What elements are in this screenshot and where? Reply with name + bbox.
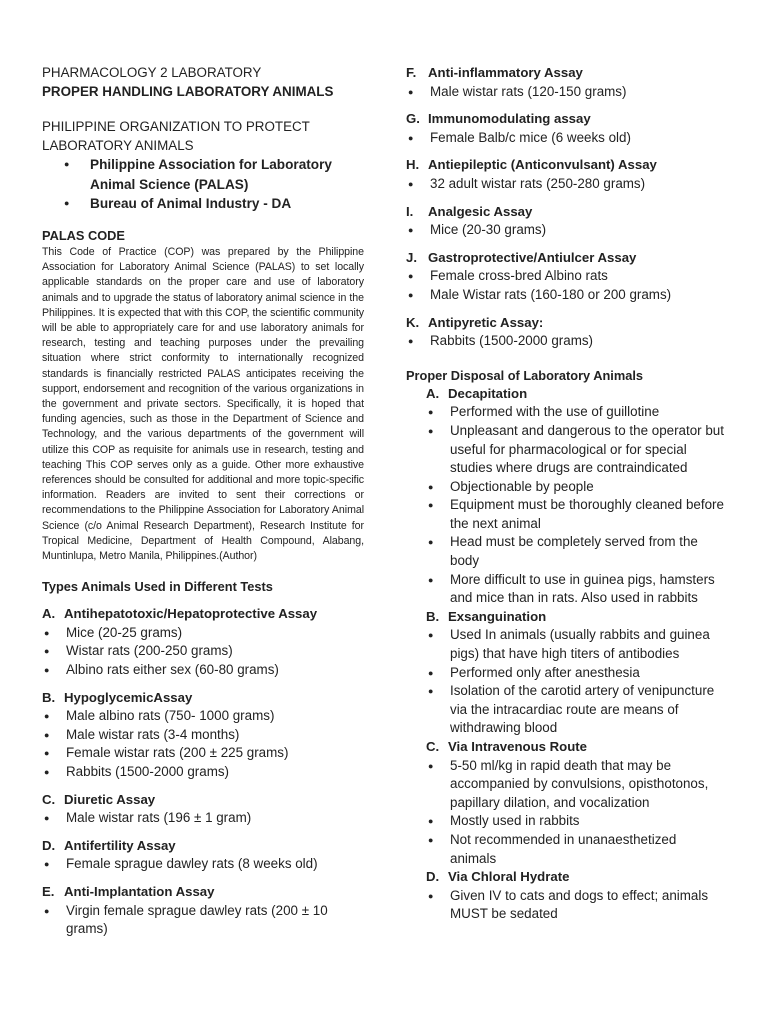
- left-assay-list: [42, 605, 364, 939]
- bullet-text: Wistar rats (200-250 grams): [66, 643, 233, 659]
- method-items: [406, 887, 724, 924]
- bullet-icon: ●: [44, 646, 50, 657]
- bullet-icon: ●: [408, 271, 414, 282]
- bullet-text: Bureau of Animal Industry - DA: [90, 195, 292, 211]
- assay-title: Antipyretic Assay:: [428, 314, 544, 330]
- method-letter: B.: [426, 608, 440, 624]
- bullet-item: [426, 571, 724, 608]
- left-column: [42, 64, 364, 948]
- bullet-icon: ●: [408, 336, 414, 347]
- bullet-text: More difficult to use in guinea pigs, hamsters and mice than in rats. Also used in rabbits: [450, 571, 715, 606]
- bullet-item: [406, 83, 724, 102]
- bullet-text: Unpleasant and dangerous to the operator but useful for pharmacological or for special studies where drugs are contraindicated: [450, 422, 724, 476]
- assay-letter: E.: [42, 883, 55, 899]
- bullet-item: [426, 664, 724, 683]
- assay-letter: H.: [406, 157, 420, 173]
- bullet-item: [406, 129, 724, 148]
- assay-heading: [42, 791, 364, 810]
- assay-block: [406, 249, 724, 305]
- assay-title: Diuretic Assay: [64, 791, 156, 807]
- assay-letter: A.: [42, 606, 56, 622]
- bullet-icon: ●: [428, 890, 434, 901]
- bullet-icon: ●: [44, 905, 50, 916]
- assay-heading: [42, 837, 364, 856]
- bullet-icon: ●: [428, 574, 434, 585]
- palas-paragraph: This Code of Practice (COP) was prepared by the Philippine Association for Laboratory Animal Science (PALAS) to set locally applicable standards on the proper care and use of laboratory animals and to upgrade the status of laboratory animal science in the Philippines. It is expected that with this COP, the scientific community will be able to appropriately care for and use laboratory animals for research, testing and teaching purposes under the prevailing situation where strict conformity to internationally recognized standards is financially restricted PALAS anticipates receiving the support, endorsement and recognition of the various organizations in the government and private sectors. Specifically, it is hoped that funding agencies, such as those in the Department of Science and Technology, and the various departments of the government will utilize this COP as requisite for animals use in research, testing and teaching This COP serves only as a guide. Other more exhaustive references should be consulted for additional and more topic-specific information. Readers are invited to sent their corrections or recommendations to the Philippine Association for Laboratory Animal Science (c/o Animal Research Department), Research Institute for Tropical Medicine, Department of Health Compound, Alabang, Muntinlupa, Metro Manila, Philippines.(Author): [42, 245, 364, 563]
- bullet-item: [406, 286, 724, 305]
- bullet-icon: ●: [44, 711, 50, 722]
- bullet-text: 32 adult wistar rats (250-280 grams): [430, 175, 646, 191]
- method-block: [406, 608, 724, 738]
- assay-heading: [406, 156, 724, 175]
- bullet-text: Rabbits (1500-2000 grams): [430, 333, 594, 349]
- bullet-icon: ●: [44, 627, 50, 638]
- bullet-icon: ●: [44, 748, 50, 759]
- bullet-text: Female Balb/c mice (6 weeks old): [430, 129, 631, 145]
- bullet-item: [42, 155, 364, 193]
- method-items: [406, 626, 724, 738]
- bullet-icon: ●: [428, 686, 434, 697]
- method-heading: [406, 868, 724, 887]
- assay-heading: [42, 605, 364, 624]
- assay-block: [42, 791, 364, 828]
- bullet-text: Performed with the use of guillotine: [450, 404, 660, 420]
- bullet-text: Male wistar rats (196 ± 1 gram): [66, 810, 252, 826]
- bullet-icon: ●: [408, 289, 414, 300]
- assay-block: [406, 64, 724, 101]
- bullet-icon: ●: [44, 729, 50, 740]
- bullet-icon: ●: [428, 425, 434, 436]
- bullet-text: Albino rats either sex (60-80 grams): [66, 662, 279, 678]
- assay-title: Antiepileptic (Anticonvulsant) Assay: [428, 157, 657, 173]
- assay-letter: C.: [42, 791, 56, 807]
- assay-letter: B.: [42, 689, 56, 705]
- bullet-text: Male wistar rats (120-150 grams): [430, 83, 627, 99]
- method-block: [406, 738, 724, 868]
- bullet-icon: ●: [44, 665, 50, 676]
- bullet-text: Female sprague dawley rats (8 weeks old): [66, 856, 318, 872]
- bullet-text: Philippine Association for Laboratory Animal Science (PALAS): [90, 157, 332, 192]
- assay-block: [406, 203, 724, 240]
- bullet-icon: ●: [428, 630, 434, 641]
- bullet-icon: ●: [428, 407, 434, 418]
- bullet-text: Mice (20-25 grams): [66, 624, 183, 640]
- bullet-icon: ●: [428, 481, 434, 492]
- assay-letter: D.: [42, 837, 56, 853]
- bullet-text: Used In animals (usually rabbits and guinea pigs) that have high titers of antibodies: [450, 627, 710, 662]
- bullet-item: [406, 221, 724, 240]
- assay-block: [42, 837, 364, 874]
- palas-heading: PALAS CODE: [42, 227, 125, 243]
- bullet-item: [426, 478, 724, 497]
- method-heading: [406, 385, 724, 404]
- assay-title: Immunomodulating assay: [428, 111, 591, 127]
- bullet-item: [42, 624, 364, 643]
- bullet-item: [42, 642, 364, 661]
- disposal-methods: [406, 385, 724, 924]
- assay-title: Anti-inflammatory Assay: [428, 65, 583, 80]
- right-assay-list: [406, 64, 724, 351]
- bullet-item: [426, 682, 724, 738]
- bullet-item: [42, 744, 364, 763]
- bullet-item: [426, 496, 724, 533]
- assay-block: [406, 156, 724, 193]
- bullet-item: [426, 887, 724, 924]
- bullet-item: [406, 175, 724, 194]
- assay-heading: [406, 249, 724, 268]
- assay-heading: [406, 64, 724, 83]
- assay-title: Antifertility Assay: [64, 837, 176, 853]
- method-items: [406, 403, 724, 608]
- method-letter: C.: [426, 739, 440, 754]
- assay-title: Anti-Implantation Assay: [64, 883, 215, 899]
- method-title: Decapitation: [448, 385, 528, 401]
- method-heading: [406, 608, 724, 627]
- bullet-item: [406, 267, 724, 286]
- assay-block: [406, 314, 724, 351]
- bullet-item: [406, 332, 724, 351]
- bullet-item: [426, 626, 724, 663]
- bullet-text: 5-50 ml/kg in rapid death that may be accompanied by convulsions, opisthotonos, papillary dilation, and vocalization: [450, 757, 709, 810]
- bullet-text: Rabbits (1500-2000 grams): [66, 764, 230, 779]
- bullet-icon: ●: [428, 816, 434, 827]
- bullet-item: [42, 661, 364, 680]
- method-items: [406, 757, 724, 869]
- assay-letter: J.: [406, 249, 417, 265]
- bullet-item: [426, 403, 724, 422]
- bullet-item: [426, 422, 724, 478]
- bullet-icon: ●: [44, 813, 50, 824]
- assay-block: [42, 689, 364, 782]
- bullet-text: Virgin female sprague dawley rats (200 ± 10 grams): [66, 902, 328, 937]
- bullet-text: Given IV to cats and dogs to effect; animals MUST be sedated: [450, 887, 709, 922]
- method-block: [406, 868, 724, 924]
- bullet-text: Mice (20-30 grams): [430, 222, 547, 238]
- bullet-item: [426, 757, 724, 813]
- bullet-item: [426, 533, 724, 570]
- assay-letter: F.: [406, 65, 417, 80]
- bullet-text: Head must be completely served from the body: [450, 534, 698, 569]
- bullet-text: Female wistar rats (200 ± 225 grams): [66, 745, 289, 761]
- bullet-icon: ●: [428, 760, 434, 771]
- bullet-item: [42, 194, 364, 213]
- bullet-icon: ●: [408, 178, 414, 189]
- bullet-text: Male Wistar rats (160-180 or 200 grams): [430, 286, 672, 302]
- bullet-item: [42, 902, 364, 939]
- method-title: Via Intravenous Route: [448, 739, 587, 754]
- bullet-item: [42, 855, 364, 874]
- method-title: Via Chloral Hydrate: [448, 869, 570, 885]
- right-column: [406, 64, 724, 924]
- bullet-item: [42, 763, 364, 782]
- bullet-icon: ●: [428, 500, 434, 511]
- bullet-item: [426, 812, 724, 831]
- bullet-text: Male wistar rats (3-4 months): [66, 726, 240, 742]
- org-heading: PHILIPPINE ORGANIZATION TO PROTECT LABORATORY ANIMALS: [42, 119, 310, 153]
- assay-heading: [406, 203, 724, 222]
- bullet-text: Mostly used in rabbits: [450, 813, 580, 829]
- assay-heading: [42, 689, 364, 708]
- topic-title: PROPER HANDLING LABORATORY ANIMALS: [42, 83, 334, 99]
- disposal-heading: Proper Disposal of Laboratory Animals: [406, 367, 644, 383]
- bullet-text: Performed only after anesthesia: [450, 664, 640, 680]
- bullet-text: Objectionable by people: [450, 478, 594, 494]
- bullet-item: [426, 831, 724, 868]
- method-letter: A.: [426, 385, 440, 401]
- bullet-text: Isolation of the carotid artery of venipuncture via the intracardiac route are means of withdrawing blood: [450, 683, 715, 736]
- bullet-icon: ●: [64, 159, 70, 170]
- assay-title: Gastroprotective/Antiulcer Assay: [428, 249, 637, 265]
- bullet-icon: ●: [44, 859, 50, 870]
- assay-letter: G.: [406, 111, 420, 127]
- bullet-icon: ●: [428, 834, 434, 845]
- assay-block: [406, 110, 724, 147]
- method-heading: [406, 738, 724, 757]
- assay-heading: [42, 883, 364, 902]
- assay-letter: I.: [406, 203, 414, 219]
- bullet-item: [42, 726, 364, 745]
- bullet-icon: ●: [428, 667, 434, 678]
- bullet-icon: ●: [408, 132, 414, 143]
- bullet-icon: ●: [408, 86, 414, 97]
- bullet-text: Female cross-bred Albino rats: [430, 268, 608, 284]
- course-title: PHARMACOLOGY 2 LABORATORY: [42, 65, 262, 80]
- types-heading: Types Animals Used in Different Tests: [42, 579, 273, 595]
- assay-heading: [406, 110, 724, 129]
- bullet-icon: ●: [408, 225, 414, 236]
- method-letter: D.: [426, 869, 440, 885]
- bullet-text: Equipment must be thoroughly cleaned before the next animal: [450, 497, 724, 531]
- assay-heading: [406, 314, 724, 333]
- bullet-text: Not recommended in unanaesthetized animals: [450, 831, 677, 866]
- bullet-text: Male albino rats (750- 1000 grams): [66, 708, 275, 724]
- bullet-icon: ●: [64, 197, 70, 208]
- assay-block: [42, 883, 364, 939]
- assay-title: Analgesic Assay: [428, 203, 533, 219]
- org-list: [42, 155, 364, 213]
- method-title: Exsanguination: [448, 608, 547, 624]
- method-block: [406, 385, 724, 608]
- assay-block: [42, 605, 364, 679]
- assay-title: HypoglycemicAssay: [64, 689, 193, 705]
- bullet-icon: ●: [44, 767, 50, 777]
- bullet-icon: ●: [428, 537, 434, 548]
- assay-letter: K.: [406, 314, 420, 330]
- bullet-item: [42, 809, 364, 828]
- bullet-item: [42, 707, 364, 726]
- assay-title: Antihepatotoxic/Hepatoprotective Assay: [64, 606, 318, 622]
